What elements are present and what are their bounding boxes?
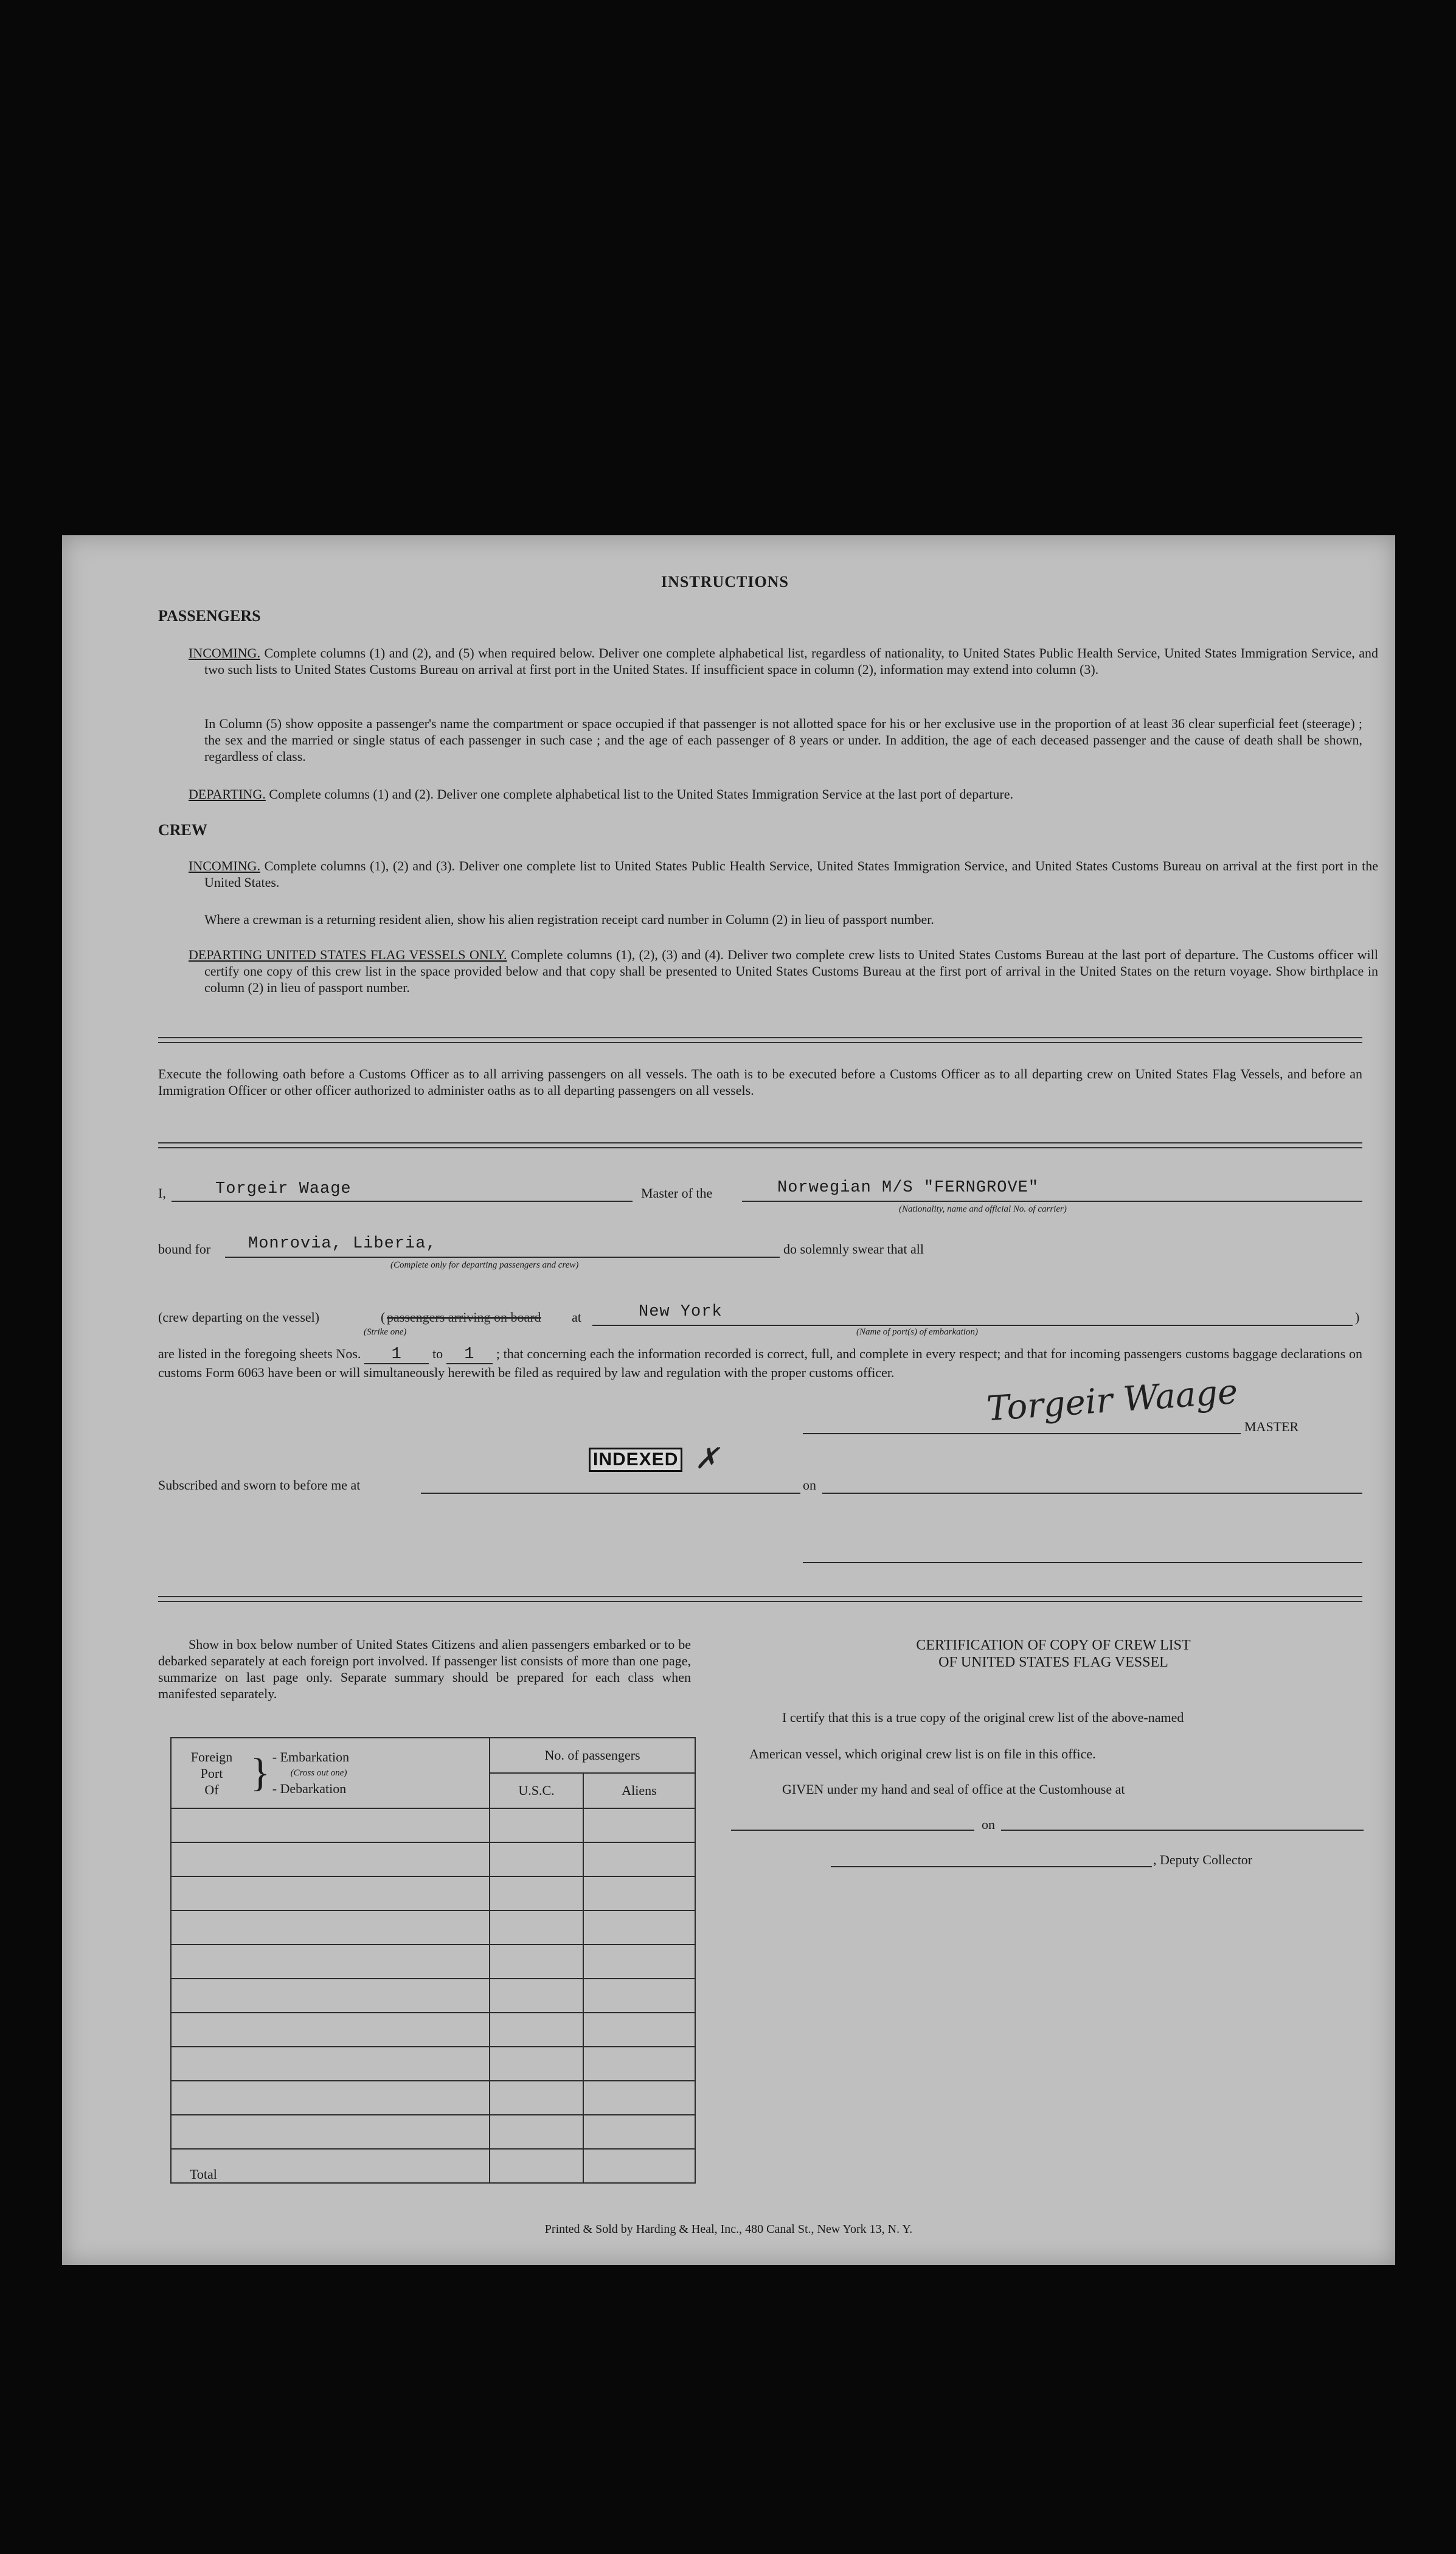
table-row bbox=[171, 2047, 490, 2081]
printer-footer: Printed & Sold by Harding & Heal, Inc., 480 Canal St., New York 13, N. Y. bbox=[544, 2223, 913, 2236]
certification-on-label: on bbox=[982, 1817, 995, 1832]
master-name-value: Torgeir Waage bbox=[215, 1180, 352, 1198]
master-label: MASTER bbox=[1244, 1419, 1299, 1434]
crew-departing-label: DEPARTING UNITED STATES FLAG VESSELS ONLY. bbox=[189, 947, 507, 962]
table-row bbox=[171, 1910, 490, 1945]
no-passengers-header: No. of passengers bbox=[490, 1738, 695, 1773]
officer-signature-line bbox=[803, 1562, 1362, 1563]
table-row bbox=[171, 2013, 490, 2047]
swear-label: do solemnly swear that all bbox=[783, 1241, 924, 1257]
subscribed-date-line bbox=[822, 1493, 1362, 1494]
divider-3 bbox=[158, 1596, 1362, 1602]
sheet-from-value: 1 bbox=[364, 1347, 429, 1364]
at-label: at bbox=[572, 1310, 581, 1325]
master-signature-line bbox=[803, 1433, 1241, 1434]
passengers-departing-label: DEPARTING. bbox=[189, 786, 266, 802]
passenger-summary-table bbox=[170, 1737, 696, 2184]
certification-title-2: OF UNITED STATES FLAG VESSEL bbox=[938, 1654, 1168, 1670]
sheet-to-value: 1 bbox=[446, 1347, 493, 1364]
table-row bbox=[171, 1876, 490, 1910]
crew-departing-paragraph bbox=[189, 946, 1378, 996]
summary-instruction: Show in box below number of United States Citizens and alien passengers embarked or to be debarked separately at each foreign port involved. If passenger list consists of more than one page, summarize on last page only. Separate summary should be prepared for each class when manifested separately. bbox=[158, 1637, 691, 1701]
deputy-collector-label: , Deputy Collector bbox=[1153, 1852, 1253, 1867]
table-row bbox=[171, 1979, 490, 2013]
certify-text: I certify that this is a true copy of the original crew list of the above-named bbox=[782, 1710, 1184, 1725]
crew-departing-vessel-label: (crew departing on the vessel) bbox=[158, 1310, 320, 1325]
crew-departing-text: Complete columns (1), (2), (3) and (4). Deliver two complete crew lists to United States Customs Bureau at the last port of departure. The Customs officer will certify one copy of this crew list in the space provided below and that copy shall be presented to United States Customs Bureau at the first port of arrival in the United States on the return voyage. Show birthplace in column (2) in lieu of passport number. bbox=[204, 947, 1379, 995]
passengers-departing-paragraph bbox=[189, 786, 1362, 802]
vessel-value: Norwegian M/S "FERNGROVE" bbox=[777, 1179, 1039, 1197]
embarkation-label: - Embarkation bbox=[272, 1749, 350, 1765]
port-line bbox=[592, 1325, 1353, 1326]
master-of-label: Master of the bbox=[641, 1185, 713, 1201]
certification-date-line bbox=[1001, 1830, 1364, 1831]
initials-mark: ✗ bbox=[695, 1442, 719, 1476]
bound-for-label: bound for bbox=[158, 1241, 211, 1257]
brace-glyph: } bbox=[251, 1751, 270, 1795]
divider-2 bbox=[158, 1142, 1362, 1148]
port-caption: (Name of port(s) of embarkation) bbox=[856, 1327, 978, 1337]
indexed-stamp: INDEXED bbox=[589, 1448, 682, 1472]
deputy-signature-line bbox=[831, 1866, 1152, 1867]
subscribed-place-line bbox=[421, 1493, 800, 1494]
divider-1 bbox=[158, 1037, 1362, 1043]
passengers-heading: PASSENGERS bbox=[158, 607, 261, 625]
port-header-cell bbox=[171, 1738, 490, 1808]
table-row bbox=[171, 2115, 490, 2149]
customhouse-line bbox=[731, 1830, 974, 1831]
document-sheet bbox=[62, 535, 1395, 2265]
strike-one-caption: (Strike one) bbox=[364, 1327, 407, 1337]
table-row bbox=[171, 1945, 490, 1979]
table-row bbox=[171, 1808, 490, 1842]
usc-header: U.S.C. bbox=[490, 1773, 583, 1808]
listed-label: are listed in the foregoing sheets Nos. bbox=[158, 1346, 361, 1361]
certification-title-1: CERTIFICATION OF COPY OF CREW LIST bbox=[916, 1637, 1191, 1653]
total-label: Total bbox=[171, 2149, 490, 2183]
cross-out-caption: (Cross out one) bbox=[290, 1768, 347, 1778]
table-row bbox=[171, 1842, 490, 1876]
table-row bbox=[171, 2081, 490, 2115]
subscribed-label: Subscribed and sworn to before me at bbox=[158, 1477, 361, 1493]
i-label: I, bbox=[158, 1185, 166, 1201]
vessel-caption: (Nationality, name and official No. of carrier) bbox=[899, 1204, 1067, 1214]
passengers-column5-paragraph: In Column (5) show opposite a passenger's name the compartment or space occupied if that passenger is not allotted space for his or her exclusive use in the proportion of at least 36 clear superficial feet (steerage) ; the sex and the married or single status of each passenger in such case ; and the age of each passenger of 8 years or under. In addition, the age of each deceased passenger and the cause of death shall be shown, regardless of class. bbox=[204, 716, 1362, 764]
crew-incoming-text: Complete columns (1), (2) and (3). Deliver one complete list to United States Public Health Service, United States Immigration Service, and United States Customs Bureau on arrival at the first port in the United States. bbox=[204, 858, 1379, 890]
crew-incoming-label: INCOMING. bbox=[189, 858, 260, 873]
passengers-incoming-paragraph bbox=[189, 645, 1378, 678]
port-value: New York bbox=[639, 1303, 723, 1321]
crew-incoming-paragraph bbox=[189, 858, 1378, 890]
instructions-title: INSTRUCTIONS bbox=[661, 573, 789, 591]
master-signature: Torgeir Waage bbox=[985, 1372, 1239, 1429]
to-label: to bbox=[432, 1346, 443, 1361]
strike-one-struck-text: passengers arriving on board bbox=[387, 1310, 541, 1325]
foreign-port-of-label: Foreign Port Of bbox=[190, 1749, 233, 1797]
american-vessel-text: American vessel, which original crew list is on file in this office. bbox=[749, 1746, 1096, 1761]
listed-text-rest: ; that concerning each the information recorded is correct, full, and complete in every respect; and that for incoming passengers customs baggage declarations on customs Form 6063 have been or will simultaneously herewith be filed as required by law and regulation with the proper customs officer. bbox=[158, 1346, 1362, 1380]
debarkation-label: - Debarkation bbox=[272, 1781, 347, 1796]
close-paren: ) bbox=[1355, 1310, 1360, 1325]
passengers-incoming-text: Complete columns (1) and (2), and (5) when required below. Deliver one complete alphabetical list, regardless of nationality, to United States Public Health Service, United States Immigration Service, and two such lists to United States Customs Bureau on arrival at first port in the United States. If insufficient space in column (2), information may extend into column (3). bbox=[204, 645, 1379, 677]
bound-for-value: Monrovia, Liberia, bbox=[248, 1235, 437, 1253]
strike-paren-open: ( bbox=[381, 1310, 386, 1325]
bound-for-caption: (Complete only for departing passengers and crew) bbox=[390, 1260, 579, 1270]
oath-instruction-paragraph: Execute the following oath before a Customs Officer as to all arriving passengers on all vessels. The oath is to be executed before a Customs Officer as to all departing crew on United States Flag Vessels, and before an Immigration Officer or other officer authorized to administer oaths as to all departing passengers on all vessels. bbox=[158, 1066, 1362, 1098]
crew-heading: CREW bbox=[158, 821, 207, 839]
aliens-header: Aliens bbox=[583, 1773, 695, 1808]
master-name-line bbox=[172, 1201, 633, 1202]
bound-for-line bbox=[225, 1257, 780, 1258]
vessel-line bbox=[742, 1201, 1362, 1202]
given-text: GIVEN under my hand and seal of office at the Customhouse at bbox=[782, 1782, 1125, 1797]
subscribed-on-label: on bbox=[803, 1477, 816, 1493]
passengers-departing-text: Complete columns (1) and (2). Deliver one complete alphabetical list to the United States Immigration Service at the last port of departure. bbox=[269, 786, 1014, 802]
crew-resident-paragraph: Where a crewman is a returning resident alien, show his alien registration receipt card number in Column (2) in lieu of passport number. bbox=[204, 912, 934, 927]
passengers-incoming-label: INCOMING. bbox=[189, 645, 260, 661]
